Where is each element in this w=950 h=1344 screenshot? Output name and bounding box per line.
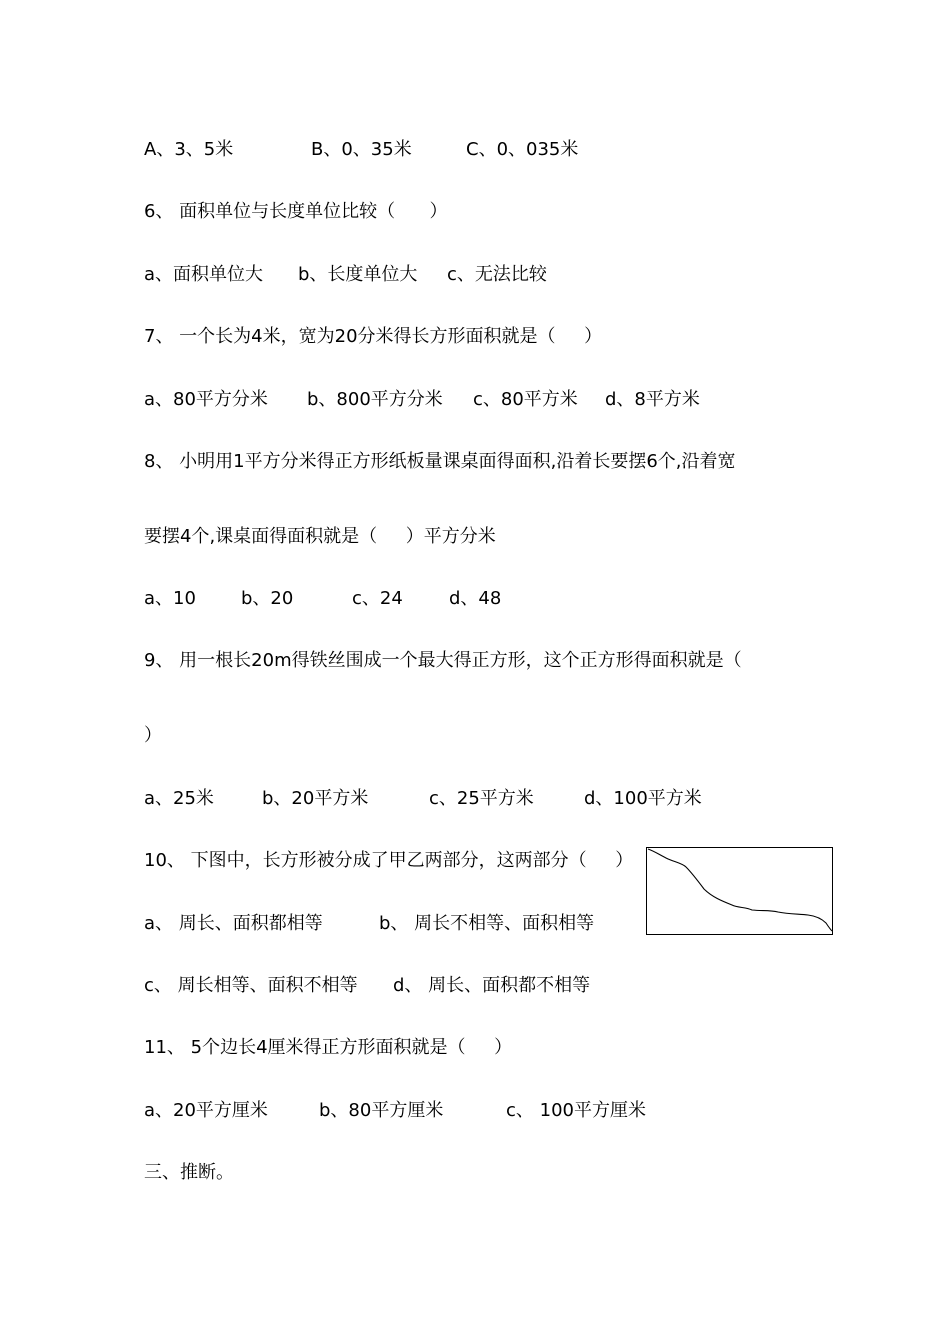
q10-rectangle-figure <box>646 847 833 935</box>
q5-option-b: B、0、35米 <box>311 139 412 160</box>
q9-stem-line2: ） <box>144 725 162 746</box>
q7-option-b: b、800平方分米 <box>307 389 443 410</box>
figure-rectangle <box>647 848 833 935</box>
q11-option-c: c、 100平方厘米 <box>506 1100 646 1121</box>
q9-option-d: d、100平方米 <box>584 788 702 809</box>
q7-option-c: c、80平方米 <box>473 389 578 410</box>
q5-option-a: A、3、5米 <box>144 139 234 160</box>
q11-option-b: b、80平方厘米 <box>319 1100 444 1121</box>
q10-option-c: c、 周长相等、面积不相等 <box>144 975 358 996</box>
q8-option-b: b、20 <box>241 588 294 609</box>
q9-option-b: b、20平方米 <box>262 788 369 809</box>
q7-stem: 7、 一个长为4米，宽为20分米得长方形面积就是（ ） <box>144 326 603 347</box>
q10-option-d: d、 周长、面积都不相等 <box>393 975 591 996</box>
q8-stem-line1: 8、 小明用1平方分米得正方形纸板量课桌面得面积,沿着长要摆6个,沿着宽 <box>144 451 736 472</box>
q7-option-d: d、8平方米 <box>605 389 700 410</box>
q6-option-c: c、无法比较 <box>447 264 547 285</box>
q11-option-a: a、20平方厘米 <box>144 1100 268 1121</box>
section3-title: 三、推断。 <box>144 1162 234 1183</box>
q8-option-c: c、24 <box>352 588 403 609</box>
q8-option-d: d、48 <box>449 588 502 609</box>
q6-option-a: a、面积单位大 <box>144 264 264 285</box>
q10-option-a: a、 周长、面积都相等 <box>144 913 323 934</box>
q7-option-a: a、80平方分米 <box>144 389 268 410</box>
q6-option-b: b、长度单位大 <box>298 264 418 285</box>
q11-stem: 11、 5个边长4厘米得正方形面积就是（ ） <box>144 1037 513 1058</box>
q9-stem-line1: 9、 用一根长20m得铁丝围成一个最大得正方形，这个正方形得面积就是（ <box>144 650 742 671</box>
q5-option-c: C、0、035米 <box>466 139 579 160</box>
q10-option-b: b、 周长不相等、面积相等 <box>379 913 595 934</box>
q8-stem-line2: 要摆4个,课桌面得面积就是（ ）平方分米 <box>144 526 496 547</box>
q9-option-a: a、25米 <box>144 788 214 809</box>
q6-stem: 6、 面积单位与长度单位比较（ ） <box>144 201 448 222</box>
q8-option-a: a、10 <box>144 588 196 609</box>
q10-stem: 10、 下图中，长方形被分成了甲乙两部分，这两部分（ ） <box>144 850 634 871</box>
q9-option-c: c、25平方米 <box>429 788 534 809</box>
